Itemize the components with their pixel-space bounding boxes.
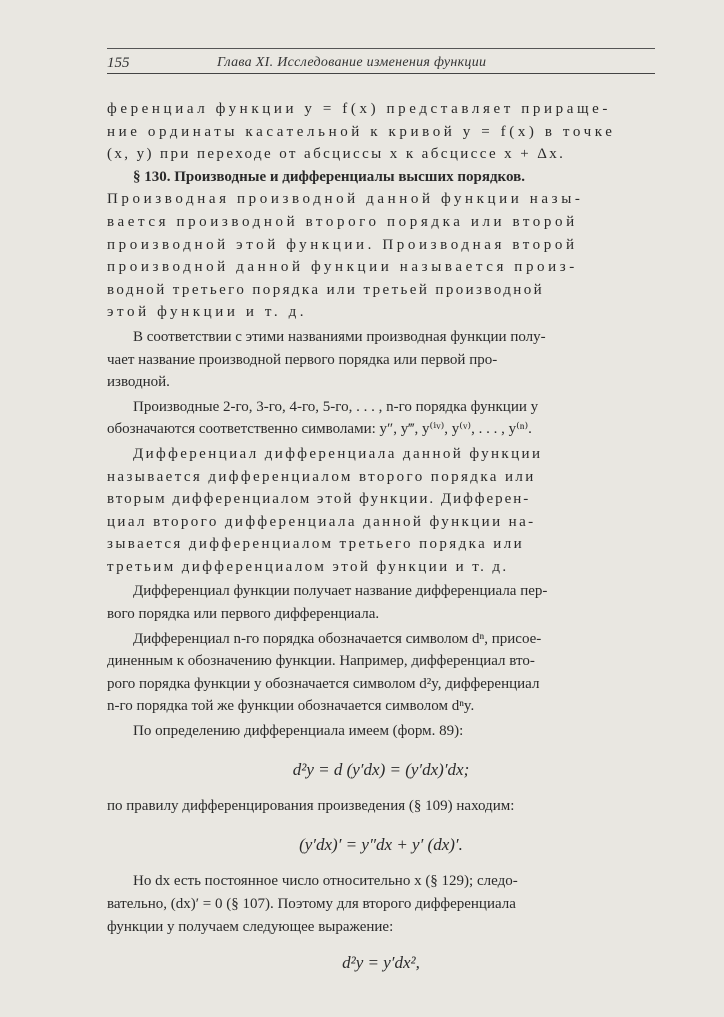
equation: d²y = d (y′dx) = (y′dx)′dx;: [292, 759, 470, 779]
text-line: зывается дифференциалом третьего порядка или: [107, 536, 525, 553]
text-line: (x, y) при переходе от абсциссы x к абсциссе x + Δx.: [107, 146, 566, 163]
text-line: вается производной второго порядка или второй: [107, 213, 578, 230]
text-line: изводной.: [107, 374, 170, 391]
text-line: ференциал функции y = f(x) представляет прираще-: [107, 101, 611, 117]
text-line: вательно, (dx)′ = 0 (§ 107). Поэтому для второго дифференциала: [107, 896, 516, 912]
text-line: обозначаются соответственно символами: y″, y‴, y⁽ⁱᵛ⁾, y⁽ᵛ⁾, . . . , y⁽ⁿ⁾.: [107, 421, 532, 438]
text-line: этой функции и т. д.: [107, 304, 308, 321]
text-line: третьим дифференциалом этой функции и т. д.: [107, 558, 509, 575]
text-line: функции y получаем следующее выражение:: [107, 918, 394, 935]
equation: (y′dx)′ = y″dx + y′ (dx)′.: [299, 834, 463, 854]
header-rule-top: [107, 48, 655, 49]
text-line: вторым дифференциалом этой функции. Дифферен-: [107, 491, 531, 508]
section-heading: § 130. Производные и дифференциалы высших порядков.: [133, 168, 525, 185]
text-line: называется дифференциалом второго порядка или: [107, 468, 536, 485]
text-line: чает название производной первого порядка или первой про-: [107, 351, 498, 368]
text-line: по правилу дифференцирования произведения (§ 109) находим:: [107, 798, 515, 815]
text-line: Производные 2-го, 3-го, 4-го, 5-го, . . . , n-го порядка функции y: [133, 398, 539, 415]
text-line: n-го порядка той же функции обозначается символом dⁿy.: [107, 698, 475, 715]
text-line: диненным к обозначению функции. Например, дифференциал вто-: [107, 653, 535, 670]
text-line: По определению дифференциала имеем (форм. 89):: [133, 723, 464, 740]
text-line: водной третьего порядка или третьей производной: [107, 281, 545, 298]
text-line: Дифференциал дифференциала данной функции: [133, 445, 543, 462]
text-line: В соответствии с этими названиями производная функции полу-: [133, 328, 546, 345]
page-body: [107, 98, 655, 989]
text-line: Дифференциал функции получает название дифференциала пер-: [133, 583, 548, 600]
text-line: Дифференциал n-го порядка обозначается символом dⁿ, присое-: [133, 630, 542, 647]
running-title: Глава XI. Исследование изменения функции: [217, 55, 487, 70]
text-line: рого порядка функции y обозначается символом d²y, дифференциал: [107, 675, 540, 692]
text-line: циал второго дифференциала данной функции на-: [107, 513, 536, 530]
text-line: вого порядка или первого дифференциала.: [107, 606, 380, 623]
text-line: Производная производной данной функции назы-: [107, 191, 584, 208]
header-rule-bottom: [107, 73, 655, 74]
page-number: 155: [107, 55, 130, 71]
page-header: [107, 48, 655, 76]
text-line: производной этой функции. Производная второй: [107, 236, 578, 253]
text-line: Но dx есть постоянное число относительно x (§ 129); следо-: [133, 873, 518, 890]
text-line: производной данной функции называется произ-: [107, 259, 578, 276]
equation: d²y = y′dx²,: [342, 953, 420, 973]
text-line: ние ординаты касательной к кривой y = f(x) в точке: [107, 123, 616, 140]
